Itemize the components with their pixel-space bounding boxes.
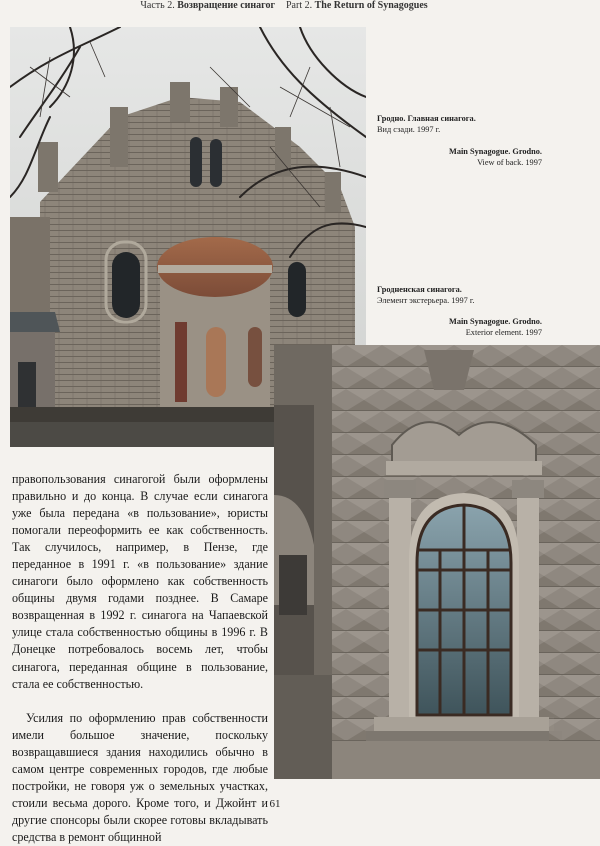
synagogue-window-detail-photo [274,345,600,779]
photo1-caption-en: Main Synagogue. Grodno. View of back. 1997 [449,147,542,167]
running-head-left: Часть 2. Возвращение синагог [140,0,275,11]
photo2-caption-ru: Гродненская синагога. Элемент экстерьера. 1997 г. [377,285,475,305]
running-head-right: Part 2. The Return of Synagogues [286,0,428,11]
photo2-caption-en: Main Synagogue. Grodno. Exterior element. 1997 [449,317,542,337]
body-paragraph-1: правопользования синагогой были оформлены правильно и до конца. В случае если синагога уже была передана «в пользование», юристы помогали переоформить ее как собственность. Так случилось, например, в Пензе, где переданное в 1991 г. «в пользование» здание синагоги было оформлено как собственность общины двумя годами позднее. В Самаре возвращенная в 1992 г. синагога на Чапаевской улице стала собственностью общины в 1996 г. В Донецке потребовалось восемь лет, чтобы синагога, переданная общине в пользование, стала ее собственностью. [12,472,268,691]
photo1-caption-ru: Гродно. Главная синагога. Вид сзади. 1997 г. [377,114,476,134]
body-text-column [12,471,268,846]
page-number: 61 [269,798,281,810]
body-paragraph-2: Усилия по оформлению прав собственности имели большое значение, поскольку возвращавшиеся здания находились обычно в самом центре современных городов, где любые постройки, не говоря уж о земельных участках, стоили весьма дорого. Кроме того, и Джойнт и другие спонсоры были скорее готовы вкладывать средства в ремонт общинной [12,710,268,844]
